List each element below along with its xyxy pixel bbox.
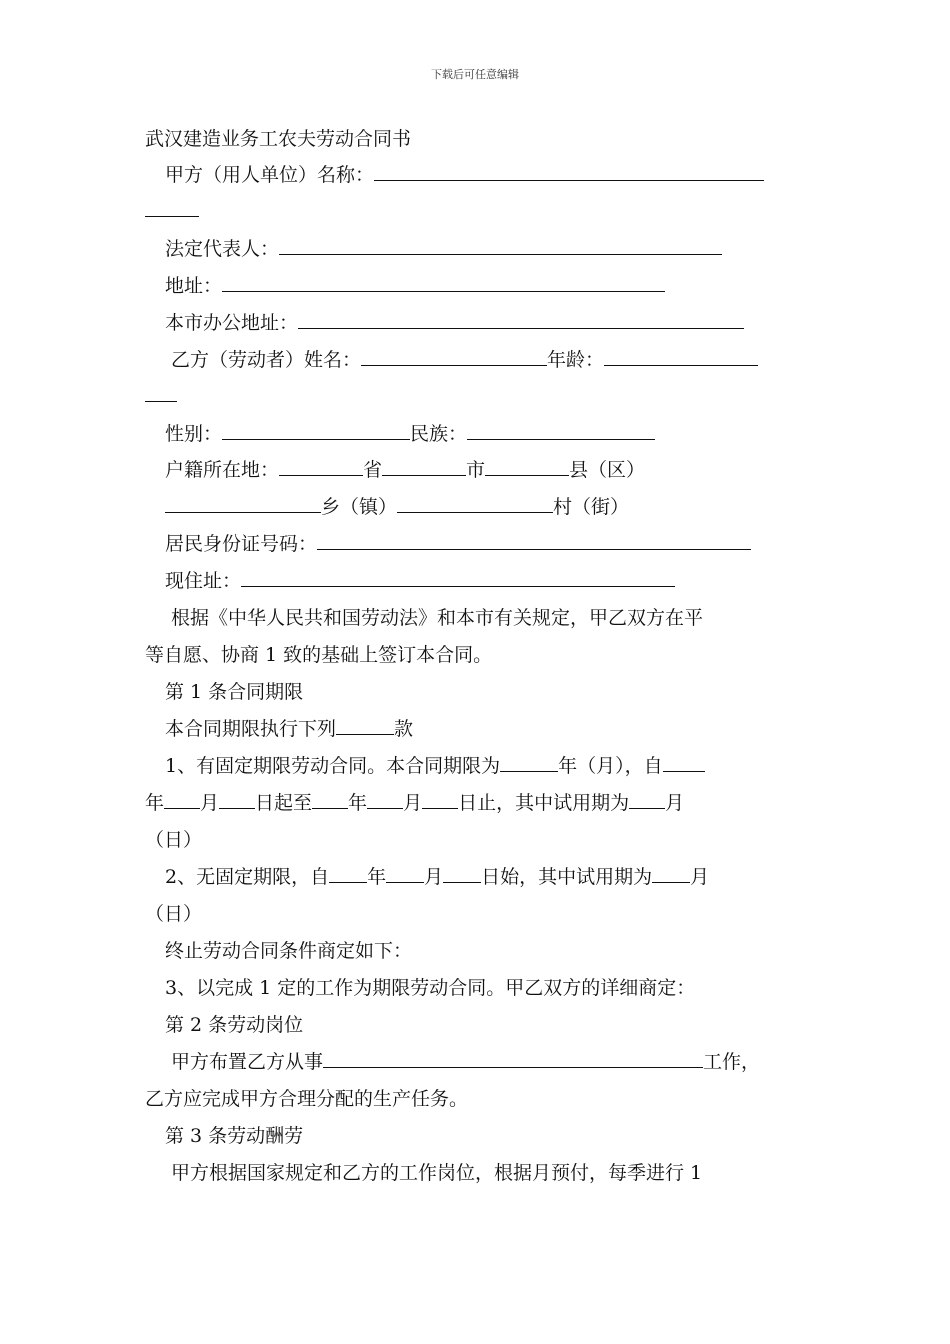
choose-suffix: 款	[394, 718, 414, 740]
ethnicity-label: 民族：	[410, 423, 468, 445]
id-number-label: 居民身份证号码：	[165, 533, 318, 555]
intro-paragraph-line1: 根据《中华人民共和国劳动法》和本市有关规定，甲乙双方在平	[171, 607, 704, 629]
current-address-field[interactable]	[241, 585, 675, 587]
address-label: 地址：	[165, 275, 223, 297]
month-label: 月	[665, 792, 685, 814]
article-1-choose-line	[145, 714, 827, 741]
item-2-day-field[interactable]	[443, 881, 481, 883]
province-label: 省	[363, 459, 383, 481]
item-1-text-a: 1、有固定期限劳动合同。本合同期限为	[165, 755, 501, 777]
month-label: 月	[424, 866, 444, 888]
city-label: 市	[466, 459, 486, 481]
start-month-field[interactable]	[164, 807, 200, 809]
item-2-month-field[interactable]	[386, 881, 424, 883]
party-a-name-field[interactable]	[374, 179, 764, 181]
item-1-dates-line	[145, 788, 807, 815]
item-1-line	[145, 751, 827, 778]
year-label: 年	[348, 792, 368, 814]
age-field-cont[interactable]	[145, 401, 177, 402]
party-b-name-field[interactable]	[361, 364, 547, 366]
township-line	[145, 492, 827, 519]
current-address-line	[145, 566, 827, 593]
legal-rep-label: 法定代表人：	[165, 238, 280, 260]
address-line	[145, 271, 827, 298]
province-field[interactable]	[279, 474, 363, 476]
current-address-label: 现住址：	[165, 570, 242, 592]
item-3-line: 3、以完成 1 定的工作为期限劳动合同。甲乙双方的详细商定：	[165, 977, 696, 999]
item-2-year-field[interactable]	[329, 881, 367, 883]
article-2-text-a: 甲方布置乙方从事	[171, 1051, 324, 1073]
probation-field[interactable]	[629, 807, 665, 809]
item-2-line	[145, 862, 827, 889]
item-2-text-a: 2、无固定期限，自	[165, 866, 330, 888]
choose-prefix: 本合同期限执行下列	[165, 718, 337, 740]
month-label: 月	[200, 792, 220, 814]
office-address-field[interactable]	[298, 327, 744, 329]
document-title: 武汉建造业务工农夫劳动合同书	[145, 128, 412, 150]
item-1-paren-day: （日）	[145, 829, 203, 851]
township-label: 乡（镇）	[321, 496, 398, 518]
year-label: 年	[145, 792, 165, 814]
day-to-label: 日止，其中试用期为	[458, 792, 630, 814]
month-label: 月	[403, 792, 423, 814]
gender-line	[145, 419, 827, 446]
id-number-line	[145, 529, 827, 556]
end-month-field[interactable]	[367, 807, 403, 809]
article-2-line1	[145, 1047, 833, 1074]
party-a-name-field-cont[interactable]	[145, 216, 199, 217]
legal-rep-line	[145, 234, 827, 261]
job-field[interactable]	[323, 1066, 703, 1068]
county-label: 县（区）	[569, 459, 646, 481]
intro-paragraph-line2: 等自愿、协商 1 致的基础上签订本合同。	[145, 644, 493, 666]
term-length-field[interactable]	[500, 770, 558, 772]
header-note: 下载后可任意编辑	[431, 68, 519, 81]
item-2-text-b: 日始，其中试用期为	[481, 866, 653, 888]
county-field[interactable]	[485, 474, 569, 476]
city-field[interactable]	[382, 474, 466, 476]
township-field[interactable]	[165, 511, 321, 513]
item-2-probation-field[interactable]	[652, 881, 690, 883]
clause-choice-field[interactable]	[336, 733, 394, 735]
article-2-text-b: 工作，	[703, 1051, 761, 1073]
party-a-name-label: 甲方（用人单位）名称：	[165, 164, 375, 186]
day-from-label: 日起至	[255, 792, 313, 814]
party-b-name-label: 乙方（劳动者）姓名：	[171, 349, 362, 371]
village-label: 村（街）	[553, 496, 630, 518]
start-day-field[interactable]	[219, 807, 255, 809]
year-label: 年	[367, 866, 387, 888]
gender-field[interactable]	[222, 438, 410, 440]
article-3-title: 第 3 条劳动酬劳	[165, 1125, 304, 1147]
office-address-label: 本市办公地址：	[165, 312, 299, 334]
gender-label: 性别：	[165, 423, 223, 445]
article-2-line2: 乙方应完成甲方合理分配的生产任务。	[145, 1088, 469, 1110]
ethnicity-field[interactable]	[467, 438, 655, 440]
age-field[interactable]	[604, 364, 758, 366]
party-a-name-line	[145, 160, 827, 187]
termination-line: 终止劳动合同条件商定如下：	[165, 940, 413, 962]
item-1-text-b: 年（月），自	[558, 755, 663, 777]
age-label: 年龄：	[547, 349, 605, 371]
id-number-field[interactable]	[317, 548, 751, 550]
party-b-name-line	[145, 345, 833, 372]
article-1-title: 第 1 条合同期限	[165, 681, 304, 703]
household-line	[145, 455, 827, 482]
month-label: 月	[690, 866, 710, 888]
household-label: 户籍所在地：	[165, 459, 280, 481]
article-2-title: 第 2 条劳动岗位	[165, 1014, 304, 1036]
article-3-line1: 甲方根据国家规定和乙方的工作岗位，根据月预付，每季进行 1	[171, 1162, 703, 1184]
address-field[interactable]	[222, 290, 665, 292]
end-day-field[interactable]	[422, 807, 458, 809]
item-2-paren-day: （日）	[145, 903, 203, 925]
legal-rep-field[interactable]	[279, 253, 722, 255]
office-address-line	[145, 308, 827, 335]
village-field[interactable]	[397, 511, 553, 513]
end-year-field[interactable]	[312, 807, 348, 809]
start-year-field[interactable]	[663, 770, 705, 772]
